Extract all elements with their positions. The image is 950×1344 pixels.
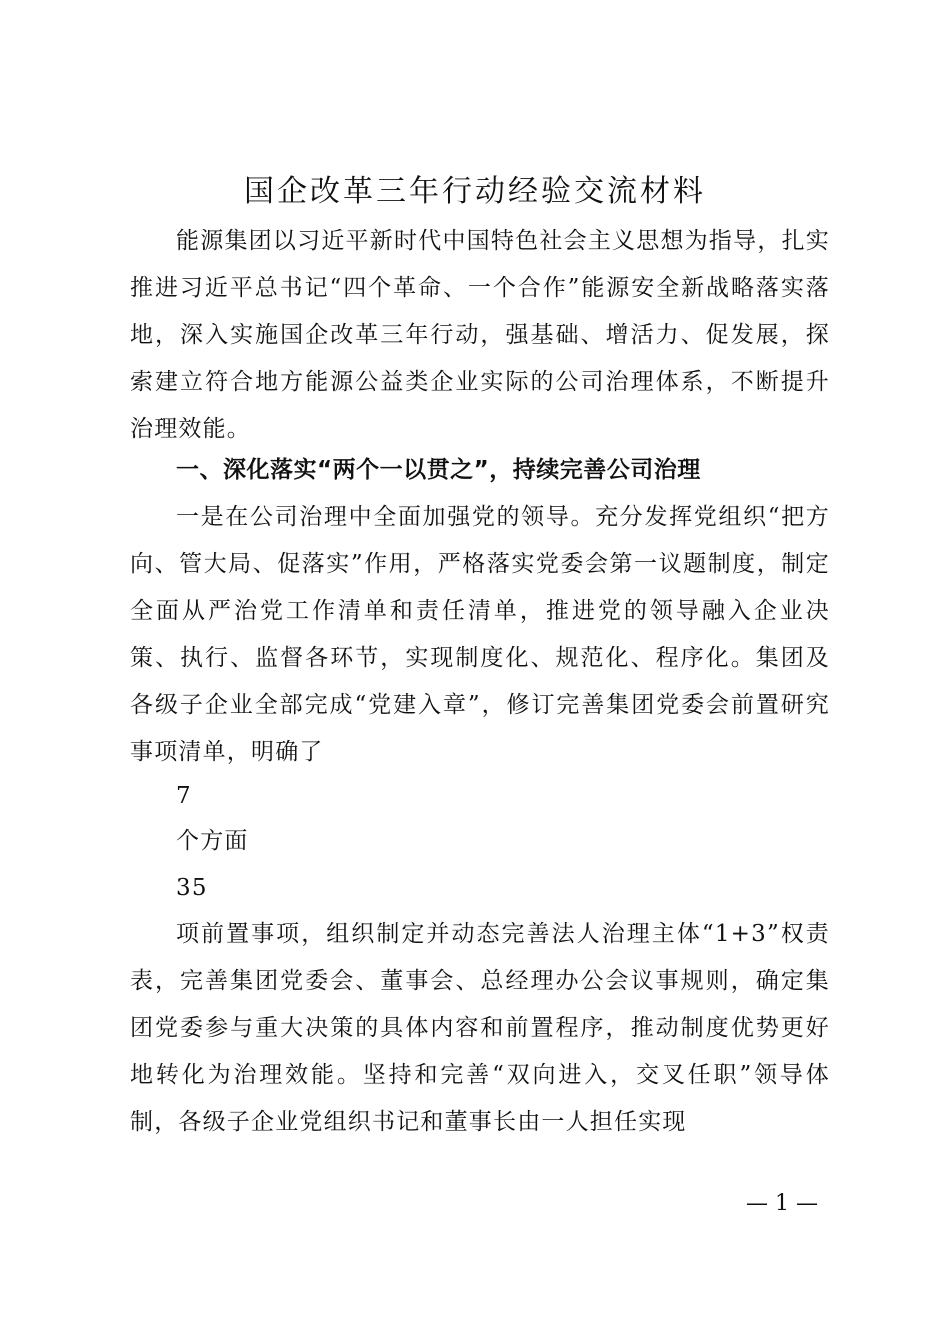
intro-paragraph: 能源集团以习近平新时代中国特色社会主义思想为指导，扎实推进习近平总书记“四个革命、一个合作”能源安全新战略落实落地，深入实施国企改革三年行动，强基础、增活力、促发展，探索建立符合地方能源公益类企业实际的公司治理体系，不断提升治理效能。	[130, 228, 830, 442]
page-number: — 1 —	[746, 1191, 818, 1216]
section-heading: 一、深化落实“两个一以贯之”，持续完善公司治理	[176, 457, 701, 483]
body-paragraph-1: 一是在公司治理中全面加强党的领导。充分发挥党组织“把方向、管大局、促落实”作用，严格落实党委会第一议题制度，制定全面从严治党工作清单和责任清单，推进党的领导融入企业决策、执行、监督各环节，实现制度化、规范化、程序化。集团及各级子企业全部完成“党建入章”，修订完善集团党委会前置研究事项清单，明确了	[130, 504, 830, 765]
document-title: 国企改革三年行动经验交流材料	[244, 174, 706, 209]
fragment-number-35: 35	[176, 875, 208, 901]
fragment-number-7: 7	[176, 783, 192, 809]
body-paragraph-2: 项前置事项，组织制定并动态完善法人治理主体“1+3”权责表，完善集团党委会、董事会、总经理办公会议事规则，确定集团党委参与重大决策的具体内容和前置程序，推动制度优势更好地转化为治理效能。坚持和完善“双向进入，交叉任职”领导体制，各级子企业党组织书记和董事长由一人担任实现	[130, 921, 830, 1135]
fragment-text: 个方面	[176, 828, 249, 854]
